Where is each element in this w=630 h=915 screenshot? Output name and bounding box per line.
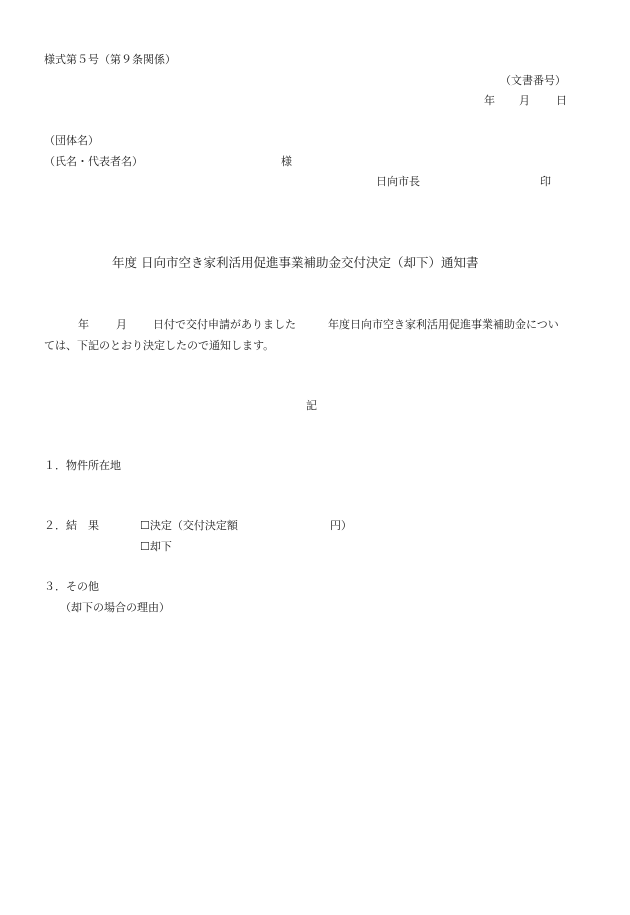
body-month: 月: [116, 318, 127, 331]
body-text-1: 日付で交付申請がありました: [153, 318, 296, 331]
item-2-label: ２．結 果: [44, 519, 99, 532]
decision-yen: 円）: [330, 519, 352, 532]
date-day: 日: [556, 94, 567, 107]
document-number: （文書番号）: [500, 74, 566, 87]
body-year: 年: [78, 318, 89, 331]
body-text-2: 年度日向市空き家利活用促進事業補助金につい: [328, 318, 559, 331]
recipient-name: （氏名・代表者名）: [44, 155, 143, 168]
decision-checkbox-label: ☐決定（交付決定額: [140, 519, 238, 532]
reject-checkbox-label: ☐却下: [140, 540, 172, 553]
document-title: 年度 日向市空き家利活用促進事業補助金交付決定（却下）通知書: [112, 255, 479, 270]
item-1-property-location: １．物件所在地: [44, 459, 121, 472]
date-year: 年: [484, 94, 495, 107]
item-3-reject-reason: （却下の場合の理由）: [60, 601, 170, 614]
date-month: 月: [519, 94, 530, 107]
issuer: 日向市長: [376, 175, 420, 188]
body-line-2: ては、下記のとおり決定したので通知します。: [44, 339, 275, 352]
item-3-label: ３．その他: [44, 580, 99, 593]
ki-marker: 記: [306, 399, 317, 412]
recipient-org: （団体名）: [44, 134, 99, 147]
form-number: 様式第５号（第９条関係）: [44, 53, 176, 66]
seal-mark: 印: [540, 175, 551, 188]
honorific: 様: [281, 155, 292, 168]
